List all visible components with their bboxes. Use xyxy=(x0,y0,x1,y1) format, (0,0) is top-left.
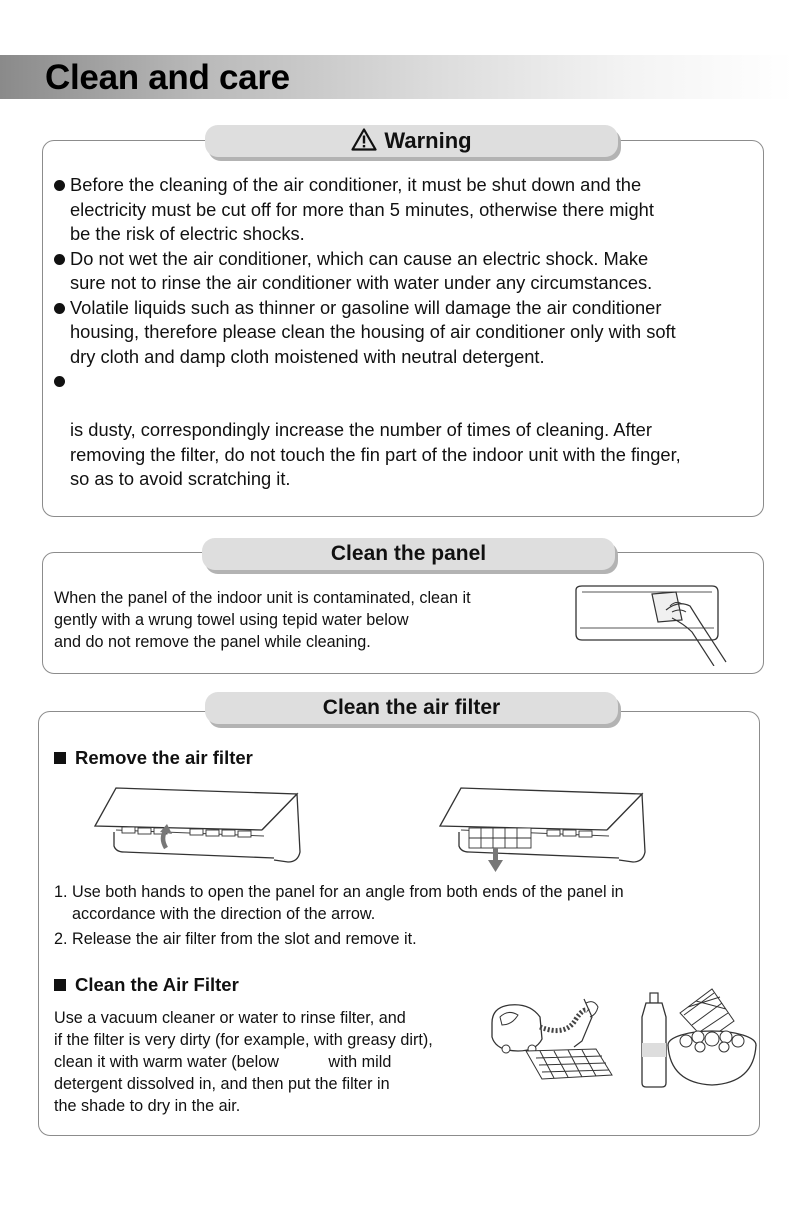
step-2: 2. Release the air filter from the slot and remove it. xyxy=(54,930,417,948)
clean-filter-heading: Clean the Air Filter xyxy=(54,974,239,996)
warning-bullet: is dusty, correspondingly increase the number of times of cleaning. After removing the filter, do not touch the fin part of the indoor unit with the finger, so as to avoid scratching it. xyxy=(54,369,754,492)
warning-bullet: Volatile liquids such as thinner or gasoline will damage the air conditioner housing, therefore please clean the housing of air conditioner only with soft dry cloth and damp cloth moistened with neutral detergent. xyxy=(54,296,754,370)
step-1: 1. Use both hands to open the panel for an angle from both ends of the panel in accordance with the direction of the arrow. xyxy=(54,883,624,923)
bullet-icon xyxy=(54,254,65,265)
bullet-icon xyxy=(54,303,65,314)
warning-tab xyxy=(205,125,618,157)
square-bullet-icon xyxy=(54,752,66,764)
bullet-icon xyxy=(54,180,65,191)
square-bullet-icon xyxy=(54,979,66,991)
detergent-basin-illustration xyxy=(640,985,760,1090)
title-bar xyxy=(0,55,794,99)
filter-tab xyxy=(205,692,618,724)
remove-filter-heading: Remove the air filter xyxy=(54,747,253,769)
remove-filter-illustration xyxy=(437,780,652,876)
open-panel-illustration xyxy=(92,780,307,868)
panel-text: When the panel of the indoor unit is contaminated, clean it gently with a wrung towel using tepid water below and do not remove the panel while cleaning. xyxy=(54,589,471,651)
vacuum-cleaner-illustration xyxy=(486,995,626,1085)
panel-wipe-illustration xyxy=(568,582,738,666)
panel-tab xyxy=(202,538,615,570)
bullet-icon xyxy=(54,376,65,387)
warning-bullet: Before the cleaning of the air conditioner, it must be shut down and the electricity must be cut off for more than 5 minutes, otherwise there might be the risk of electric shocks. xyxy=(54,173,754,247)
filter-title: Clean the air filter xyxy=(322,696,501,719)
clean-filter-text: Use a vacuum cleaner or water to rinse filter, and if the filter is very dirty (for example, with greasy dirt), clean it with warm water (below with mild detergent dissolved in, and then put the filter in the shade to dry in the air. xyxy=(54,1009,433,1115)
warning-title: Warning xyxy=(384,128,472,153)
warning-triangle-icon xyxy=(351,128,377,151)
remove-steps xyxy=(54,881,624,950)
page-title: Clean and care xyxy=(45,58,290,97)
warning-list xyxy=(54,173,754,492)
panel-title: Clean the panel xyxy=(330,542,487,565)
warning-bullet: Do not wet the air conditioner, which can cause an electric shock. Make sure not to rinse the air conditioner with water under any circumstances. xyxy=(54,247,754,296)
